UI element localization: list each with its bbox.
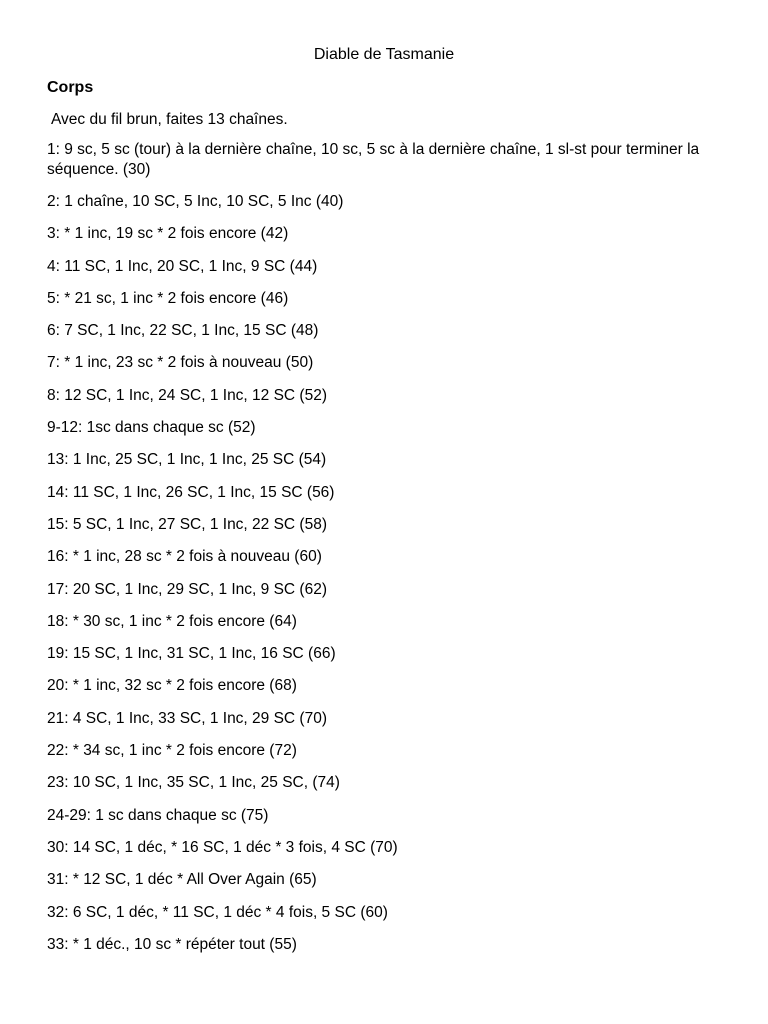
section-heading: Corps — [47, 79, 94, 96]
document-title: Diable de Tasmanie — [313, 46, 455, 63]
pattern-row: 22: * 34 sc, 1 inc * 2 fois encore (72) — [47, 742, 297, 760]
pattern-row: 16: * 1 inc, 28 sc * 2 fois à nouveau (60) — [47, 548, 322, 566]
pattern-row: 5: * 21 sc, 1 inc * 2 fois encore (46) — [47, 289, 289, 307]
pattern-row: 6: 7 SC, 1 Inc, 22 SC, 1 Inc, 15 SC (48) — [47, 322, 319, 340]
pattern-row: 3: * 1 inc, 19 sc * 2 fois encore (42) — [47, 225, 289, 243]
pattern-row: 15: 5 SC, 1 Inc, 27 SC, 1 Inc, 22 SC (58) — [47, 515, 327, 533]
pattern-row: 30: 14 SC, 1 déc, * 16 SC, 1 déc * 3 fois, 4 SC (70) — [47, 838, 398, 856]
pattern-row: 14: 11 SC, 1 Inc, 26 SC, 1 Inc, 15 SC (56) — [47, 483, 335, 501]
pattern-row: 1: 9 sc, 5 sc (tour) à la dernière chaîne, 10 sc, 5 sc à la dernière chaîne, 1 sl-st pour terminer la séquence. (30) — [47, 141, 704, 178]
pattern-row: 23: 10 SC, 1 Inc, 35 SC, 1 Inc, 25 SC, (74) — [47, 774, 340, 792]
pattern-row: 31: * 12 SC, 1 déc * All Over Again (65) — [47, 871, 317, 889]
pattern-row: 21: 4 SC, 1 Inc, 33 SC, 1 Inc, 29 SC (70) — [47, 709, 327, 727]
intro-line: Avec du fil brun, faites 13 chaînes. — [51, 111, 288, 128]
pattern-body — [47, 110, 737, 967]
pattern-row: 18: * 30 sc, 1 inc * 2 fois encore (64) — [47, 612, 297, 630]
pattern-row: 7: * 1 inc, 23 sc * 2 fois à nouveau (50) — [47, 354, 314, 372]
pattern-row: 13: 1 Inc, 25 SC, 1 Inc, 1 Inc, 25 SC (54) — [47, 451, 327, 469]
pattern-row: 9-12: 1sc dans chaque sc (52) — [47, 419, 256, 437]
pattern-row: 2: 1 chaîne, 10 SC, 5 Inc, 10 SC, 5 Inc (40) — [47, 193, 344, 210]
pattern-row: 33: * 1 déc., 10 sc * répéter tout (55) — [47, 935, 297, 953]
pattern-row: 20: * 1 inc, 32 sc * 2 fois encore (68) — [47, 677, 297, 695]
pattern-row: 8: 12 SC, 1 Inc, 24 SC, 1 Inc, 12 SC (52) — [47, 386, 327, 404]
pattern-row: 19: 15 SC, 1 Inc, 31 SC, 1 Inc, 16 SC (66) — [47, 645, 336, 663]
pattern-row: 17: 20 SC, 1 Inc, 29 SC, 1 Inc, 9 SC (62) — [47, 580, 327, 598]
pattern-row: 24-29: 1 sc dans chaque sc (75) — [47, 806, 269, 824]
pattern-row: 4: 11 SC, 1 Inc, 20 SC, 1 Inc, 9 SC (44) — [47, 257, 318, 275]
pattern-row: 32: 6 SC, 1 déc, * 11 SC, 1 déc * 4 fois, 5 SC (60) — [47, 903, 388, 921]
